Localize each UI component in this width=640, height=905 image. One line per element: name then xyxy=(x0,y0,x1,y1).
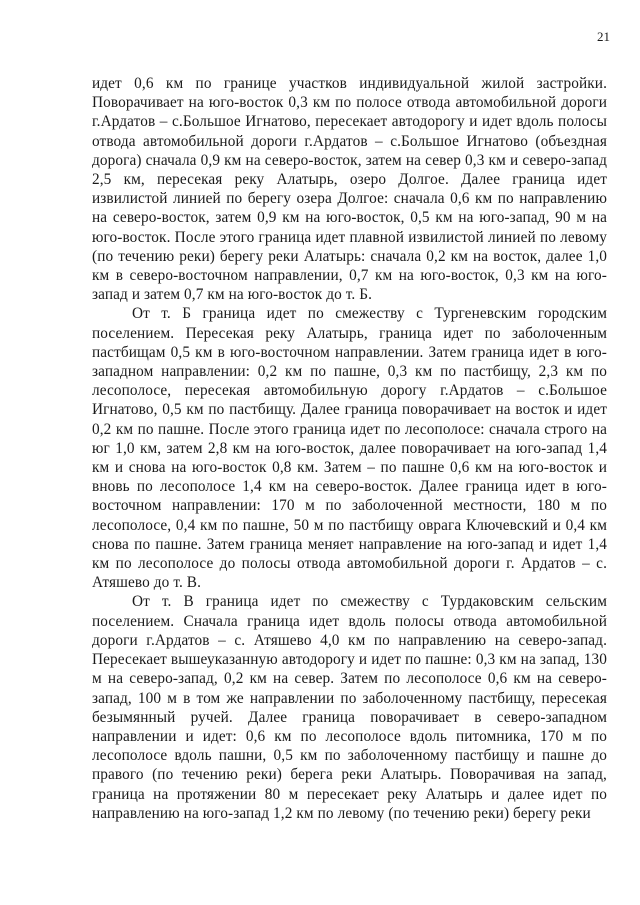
paragraph-point-v: От т. В граница идет по смежеству с Турдаковским сельским поселением. Сначала граница идет вдоль полосы отвода автомобильной дороги г.Ардатов – с. Атяшево 4,0 км по направлению на северо-запад. Пересекает вышеуказанную автодорогу и идет по пашне: 0,3 км на запад, 130 м на северо-запад, 0,2 км на север. Затем по лесополосе 0,6 км на северо-запад, 100 м в том же направлении по заболоченному пастбищу, пересекая безымянный ручей. Далее граница поворачивает в северо-западном направлении и идет: 0,6 км по лесополосе вдоль питомника, 170 м по лесополосе вдоль пашни, 0,5 км по заболоченному пастбищу и пашне до правого (по течению реки) берега реки Алатырь. Поворачивая на запад, граница на протяжении 80 м пересекает реку Алатырь и далее идет по направлению на юго-запад 1,2 км по левому (по течению реки) берегу реки xyxy=(92,593,607,822)
body-text xyxy=(92,74,607,823)
page-number: 21 xyxy=(597,29,610,44)
paragraph-continuation: идет 0,6 км по границе участков индивидуальной жилой застройки. Поворачивает на юго-восток 0,3 км по полосе отвода автомобильной дороги г.Ардатов – с.Большое Игнатово, пересекает автодорогу и идет вдоль полосы отвода автомобильной дороги г.Ардатов – с.Большое Игнатово (объездная дорога) сначала 0,9 км на северо-восток, затем на север 0,3 км и северо-запад 2,5 км, пересекая реку Алатырь, озеро Долгое. Далее граница идет извилистой линией по берегу озера Долгое: сначала 0,6 км по направлению на северо-восток, затем 0,9 км на юго-восток, 0,5 км на юго-запад, 90 м на юго-восток. После этого граница идет плавной извилистой линией по левому (по течению реки) берегу реки Алатырь: сначала 0,2 км на восток, далее 1,0 км в северо-восточном направлении, 0,7 км на юго-восток, 0,3 км на юго-запад и затем 0,7 км на юго-восток до т. Б. xyxy=(92,75,607,304)
paragraph-point-b: От т. Б граница идет по смежеству с Тургеневским городским поселением. Пересекая реку Алатырь, граница идет по заболоченным пастбищам 0,5 км в юго-восточном направлении. Затем граница идет в юго-западном направлении: 0,2 км по пашне, 0,3 км по пастбищу, 2,3 км по лесополосе, пересекая автомобильную дорогу г.Ардатов – с.Большое Игнатово, 0,5 км по пастбищу. Далее граница поворачивает на восток и идет 0,2 км по пашне. После этого граница идет по лесополосе: сначала строго на юг 1,0 км, затем 2,8 км на юго-восток, далее поворачивает на юго-запад 1,4 км и снова на юго-восток 0,8 км. Затем – по пашне 0,6 км на юго-восток и вновь по лесополосе 1,4 км на северо-восток. Далее граница идет в юго-восточном направлении: 170 м по заболоченной местности, 180 м по лесополосе, 0,4 км по пашне, 50 м по пастбищу оврага Ключевский и 0,4 км снова по пашне. Затем граница меняет направление на юго-запад и идет 1,4 км по лесополосе до полосы отвода автомобильной дороги г. Ардатов – с. Атяшево до т. В. xyxy=(92,305,607,592)
